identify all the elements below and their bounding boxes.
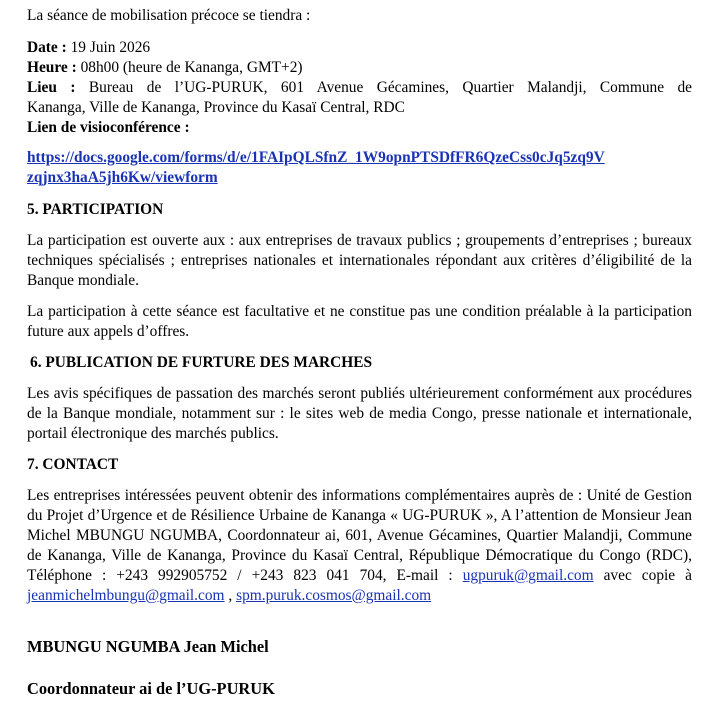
section5-paragraph1: La participation est ouverte aux : aux entreprises de travaux publics ; groupements d’entreprises ; bureaux techniques spécialisés ; entreprises nationales et internationales répondant aux critères d’éligibilité de la Banque mondiale. xyxy=(27,232,692,289)
email-separator: , xyxy=(228,587,233,604)
email-spm-link[interactable]: spm.puruk.cosmos@gmail.com xyxy=(236,587,432,604)
signatory-name: MBUNGU NGUMBA Jean Michel xyxy=(27,637,269,656)
email-ugpuruk-link[interactable]: ugpuruk@gmail.com xyxy=(462,567,594,584)
contact-text: Les entreprises intéressées peuvent obtenir des informations complémentaires auprès de : Unité de Gestion du Projet d’Urgence et de Résilience Urbaine de Kananga « UG-PURUK », A l’attention de Monsieur Jean Michel MBUNGU NGUMBA, Coordonnateur ai, 601, Avenue Gécamines, Quartier Malandji, Commune de Kananga, Ville de Kananga, Province du Kasaï Central, République Démocratique du Congo (RDC), Téléphone : +243 992905752 / +243 823 041 704, E-mail : xyxy=(27,487,692,584)
section6-paragraph: Les avis spécifiques de passation des marchés seront publiés ultérieurement conformément aux procédures de la Banque mondiale, notamment sur : le sites web de media Congo, presse nationale et internationale, portail électronique des marchés publics. xyxy=(27,385,692,442)
meeting-details xyxy=(27,38,692,138)
time-label: Heure : xyxy=(27,59,77,76)
date-value: 19 Juin 2026 xyxy=(70,39,151,56)
copy-text: avec copie à xyxy=(603,567,692,584)
section7-paragraph xyxy=(27,486,692,606)
place-label: Lieu : xyxy=(27,79,76,96)
link-label: Lien de visioconférence : xyxy=(27,119,190,136)
section7-heading: 7. CONTACT xyxy=(27,456,119,473)
conference-link-line2[interactable]: zqjnx3haA5jh6Kw/viewform xyxy=(27,169,218,186)
conference-link-block xyxy=(27,148,692,188)
section5-heading: 5. PARTICIPATION xyxy=(27,201,164,218)
meeting-place xyxy=(27,78,692,98)
intro-text: La séance de mobilisation précoce se tiendra : xyxy=(27,7,311,24)
date-label: Date : xyxy=(27,39,67,56)
signatory-title: Coordonnateur ai de l’UG-PURUK xyxy=(27,679,275,698)
section6-heading: 6. PUBLICATION DE FURTURE DES MARCHES xyxy=(30,354,373,371)
meeting-date xyxy=(27,38,692,58)
meeting-time xyxy=(27,58,692,78)
time-value: 08h00 (heure de Kananga, GMT+2) xyxy=(80,59,303,76)
conference-link-line1[interactable]: https://docs.google.com/forms/d/e/1FAIpQLSfnZ_1W9opnPTSDfFR6QzeCss0cJq5zq9V xyxy=(27,149,605,166)
section5-paragraph2: La participation à cette séance est facultative et ne constitue pas une condition préalable à la participation future aux appels d’offres. xyxy=(27,303,692,340)
place-line1: Bureau de l’UG-PURUK, 601 Avenue Gécamines, Quartier Malandji, Commune de xyxy=(88,79,692,96)
meeting-place-cont: Kananga, Ville de Kananga, Province du Kasaï Central, RDC xyxy=(27,99,405,116)
email-jeanmichel-link[interactable]: jeanmichelmbungu@gmail.com xyxy=(27,587,225,604)
